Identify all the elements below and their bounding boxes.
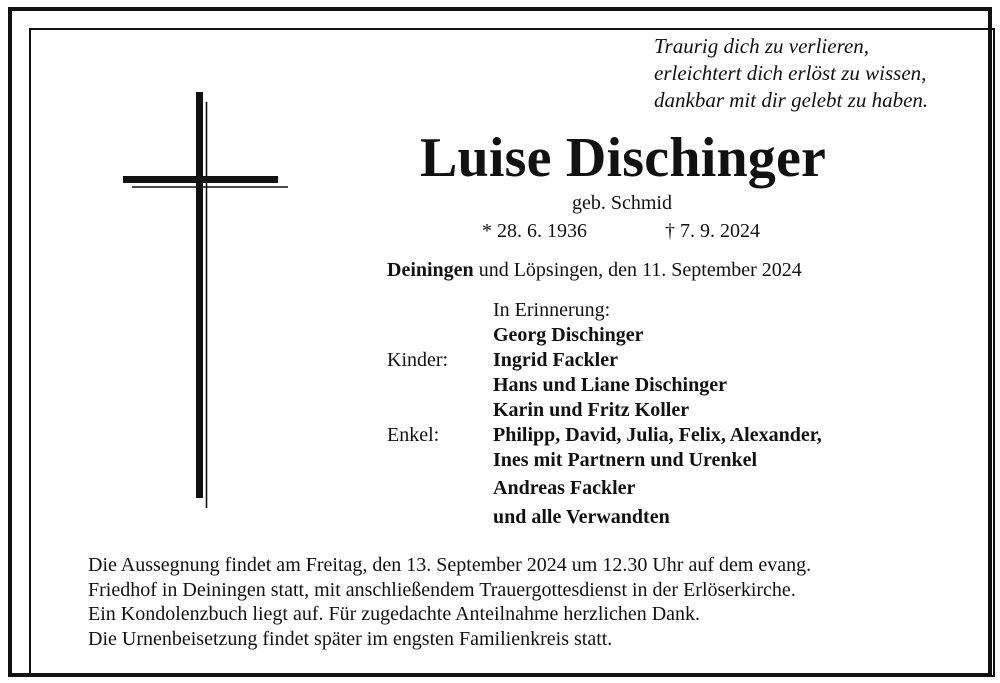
notice-line: Die Aussegnung findet am Freitag, den 13. September 2024 um 12.30 Uhr auf dem evang. bbox=[88, 554, 812, 576]
birth-date: * 28. 6. 1936 bbox=[482, 220, 587, 242]
poem-line: Traurig dich zu verlieren, bbox=[654, 34, 870, 58]
grandchildren-label: Enkel: bbox=[387, 424, 440, 446]
children-label: Kinder: bbox=[387, 349, 449, 371]
relatives-text: und alle Verwandten bbox=[493, 506, 670, 528]
poem bbox=[654, 33, 928, 114]
funeral-notice bbox=[88, 553, 811, 651]
notice-line: Die Urnenbeisetzung findet später im engsten Familienkreis statt. bbox=[88, 627, 613, 650]
death-date: † 7. 9. 2024 bbox=[665, 220, 760, 242]
poem-line: dankbar mit dir gelebt zu haben. bbox=[654, 88, 929, 112]
place-and-date bbox=[387, 259, 802, 282]
deceased-name: Luise Dischinger bbox=[420, 127, 827, 189]
cross-icon bbox=[120, 92, 290, 512]
grandchildren-names: Ines mit Partnern und Urenkel bbox=[493, 449, 758, 471]
grandchildren-names: Philipp, David, Julia, Felix, Alexander, bbox=[493, 424, 822, 446]
child-name: Karin und Fritz Koller bbox=[493, 399, 690, 421]
notice-line: Friedhof in Deiningen statt, mit anschließendem Trauergottesdienst in der Erlöserkirche. bbox=[88, 578, 796, 601]
child-name: Ingrid Fackler bbox=[493, 349, 618, 371]
place-date-rest: und Löpsingen, den 11. September 2024 bbox=[473, 259, 802, 281]
intro-text: In Erinnerung: bbox=[493, 299, 611, 321]
other-mourner: Andreas Fackler bbox=[493, 477, 636, 499]
notice-line: Ein Kondolenzbuch liegt auf. Für zugedachte Anteilnahme herzlichen Dank. bbox=[88, 603, 701, 625]
birth-name: geb. Schmid bbox=[572, 192, 672, 214]
child-name: Hans und Liane Dischinger bbox=[493, 374, 727, 396]
place-bold: Deiningen bbox=[387, 259, 474, 281]
spouse-name: Georg Dischinger bbox=[493, 324, 644, 346]
poem-line: erleichtert dich erlöst zu wissen, bbox=[654, 61, 927, 85]
